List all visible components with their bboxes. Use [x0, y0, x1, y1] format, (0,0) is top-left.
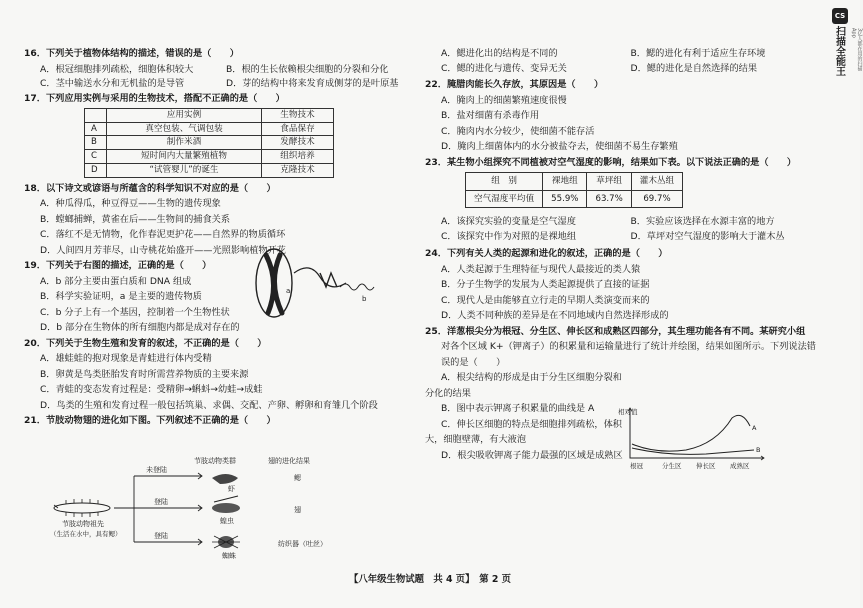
option-a: A．鳃进化出的结构是不同的: [441, 48, 558, 59]
locust-icon: [212, 496, 240, 513]
question-stem-cont: 对各个区域 K+（钾离子）的积累量和运输量进行了统计并绘图，结果如图所示。下列说法错: [441, 341, 816, 353]
table-cell: 制作米酒: [107, 136, 262, 150]
animal-label: 蜘蛛: [222, 552, 236, 560]
svg-text:b: b: [362, 295, 367, 303]
question-stem: 23．某生物小组探究不同植被对空气湿度的影响，结果如下表。以下说法正确的是（ ）: [425, 156, 797, 168]
result-label: 翅: [294, 506, 301, 514]
table-cell: 真空包装、气调包装: [107, 122, 262, 136]
option-d: D．腌肉上细菌体内的水分被盐夺去，使细菌不易生存繁殖: [441, 141, 678, 152]
option-d: D．b 部分在生物体的所有细胞内都是成对存在的: [40, 322, 240, 334]
option-a: A．该探究实验的变量是空气湿度: [441, 216, 576, 228]
page-footer: 【八年级生物试题 共 4 页】 第 2 页: [348, 574, 512, 585]
option-c: C．该探究中作为对照的是裸地组: [441, 230, 577, 242]
table-row: [85, 163, 334, 177]
question-stem: 25．洋葱根尖分为根冠、分生区、伸长区和成熟区四部分，其生理功能各有不同。某研究小组: [425, 325, 806, 337]
question-20: [24, 338, 412, 412]
right-column: [425, 48, 820, 465]
option-d: D．根尖吸收钾离子能力最强的区域是成熟区: [441, 449, 623, 461]
curve-a-label: A: [752, 424, 757, 432]
chromosome-figure: [250, 243, 382, 323]
shrimp-icon: [212, 474, 238, 484]
scanner-logo: CS: [832, 8, 848, 24]
ancestor-icon: [54, 499, 110, 517]
question-21: [24, 415, 412, 427]
column-header: 节肢动物类群: [194, 457, 236, 465]
table-cell: 69.7%: [631, 190, 682, 208]
question-stem: 22．腌腊肉能长久存放，其原因是（ ）: [425, 79, 604, 90]
x-tick-label: 成熟区: [730, 462, 750, 470]
question-stem-cont: 误的是（ ）: [441, 356, 506, 368]
option-a: A．人类起源于生理特征与现代人最接近的类人猿: [441, 263, 641, 275]
table-cell: 空气湿度平均值: [466, 190, 543, 208]
option-a: A．根冠细胞排列疏松，细胞体积较大: [40, 63, 194, 75]
option-b: B．鳃的进化有利于适应生存环境: [630, 48, 766, 59]
option-a: A．腌肉上的细菌繁殖速度很慢: [441, 94, 567, 106]
table-cell: D: [85, 163, 107, 177]
option-c: C．鳃的进化与遗传、变异无关: [441, 62, 567, 74]
table-header-cell: 灌木丛组: [631, 173, 682, 191]
table-header-cell: [85, 109, 107, 123]
table-header-cell: 生物技术: [262, 109, 334, 123]
table-cell: B: [85, 136, 107, 150]
scanner-watermark: [828, 8, 863, 78]
option-d: D．芽的结构中将来发育成侧芽的是叶原基: [226, 78, 399, 89]
option-a: A．b 部分主要由蛋白质和 DNA 组成: [40, 275, 192, 287]
animal-label: 虾: [228, 485, 235, 493]
spider-icon: [212, 536, 240, 548]
left-column: [24, 48, 412, 431]
ancestor-note: （生活在水中，具有鳃）: [50, 530, 122, 538]
question-23: [425, 157, 820, 243]
option-a: A．雄蛙蛙的抱对现象是青蛙进行体内受精: [40, 353, 212, 365]
option-c: C．腌肉内水分较少，使细菌不能存活: [441, 125, 595, 137]
arthropod-evolution-diagram: [42, 456, 372, 560]
option-b: B．盐对细菌有杀毒作用: [441, 110, 540, 121]
x-tick-label: 根冠: [630, 462, 643, 470]
table-header-cell: 组 别: [466, 173, 543, 191]
option-b: B．实验应该选择在水源丰富的地方: [630, 216, 775, 228]
table-cell: A: [85, 122, 107, 136]
scanner-tagline: 3亿人都在用的扫描App: [850, 28, 863, 72]
potassium-graph: [616, 404, 766, 476]
technology-table: [84, 108, 334, 178]
option-b: B．根的生长依赖根尖细胞的分裂和分化: [226, 63, 389, 75]
table-header-cell: 草坪组: [587, 173, 631, 191]
x-tick-label: 分生区: [662, 462, 682, 470]
table-cell: 组织培养: [262, 150, 334, 164]
option-b: B．螳螂捕蝉，黄雀在后——生物间的捕食关系: [40, 213, 231, 225]
column-header: 翅的进化结果: [268, 457, 310, 465]
humidity-table: [465, 172, 683, 208]
curve-b-label: B: [756, 446, 761, 454]
option-b: B．科学实验证明，a 是主要的遗传物质: [40, 291, 202, 303]
question-stem: 24．下列有关人类的起源和进化的叙述，正确的是（ ）: [425, 248, 668, 260]
branch-label: 登陆: [154, 498, 168, 506]
table-header-cell: 应用实例: [107, 109, 262, 123]
question-stem: 18．以下诗文或谚语与所蕴含的科学知识不对应的是（ ）: [24, 182, 276, 194]
option-b: B．图中表示钾离子积累量的曲线是 A: [441, 403, 595, 415]
curve-a: [632, 415, 750, 451]
option-a: A．种瓜得瓜，种豆得豆——生物的遗传现象: [40, 198, 221, 210]
option-d: D．鳃的进化是自然选择的结果: [630, 62, 758, 74]
y-axis-label: 相对值: [618, 408, 638, 416]
option-c: C．伸长区细胞的特点是细胞排列疏松，体积: [441, 418, 622, 430]
option-d: D．人间四月芳菲尽，山寺桃花始盛开——光照影响植物开花: [40, 244, 286, 256]
option-c: C．b 分子上有一个基因，控制着一个生物性状: [40, 306, 230, 318]
question-21-options: [425, 48, 820, 74]
svg-text:a: a: [286, 287, 291, 295]
option-c: C．青蛙的变态发育过程是：受精卵→蝌蚪→幼蛙→成蛙: [40, 384, 263, 396]
table-row: [85, 150, 334, 164]
question-stem: 21．节肢动物翅的进化如下图。下列叙述不正确的是（ ）: [24, 415, 276, 427]
question-stem: 17．下列应用实例与采用的生物技术，搭配不正确的是（ ）: [24, 92, 285, 104]
branch-label: 未登陆: [146, 466, 167, 474]
ancestor-label: 节肢动物祖先: [62, 520, 104, 528]
option-b: B．卵黄是鸟类胚胎发育时所需营养物质的主要来源: [40, 368, 249, 380]
option-c: C．茎中输送水分和无机盐的是导管: [40, 78, 185, 89]
table-row: [466, 190, 683, 208]
table-cell: “试管婴儿”的诞生: [107, 163, 262, 177]
option-c: C．落红不是无情物，化作春泥更护花——自然界的物质循环: [40, 229, 286, 241]
result-label: 纺织器（吐丝）: [278, 540, 327, 548]
scanner-brand-name: 扫描全能王: [833, 26, 845, 76]
animal-label: 蝗虫: [220, 517, 234, 525]
table-cell: 短时间内大量繁殖植物: [107, 150, 262, 164]
question-24: [425, 248, 820, 322]
option-c-cont: 大，细胞壁薄，有大液泡: [425, 434, 527, 446]
table-cell: 克隆技术: [262, 163, 334, 177]
option-d: D．草坪对空气湿度的影响大于灌木丛: [630, 230, 785, 242]
option-a-cont: 分化的结果: [425, 387, 471, 399]
question-17: [24, 93, 412, 178]
option-b: B．分子生物学的发展为人类起源提供了直接的证据: [441, 279, 650, 291]
table-cell: 63.7%: [587, 190, 631, 208]
question-stem: 20．下列关于生物生殖和发育的叙述，不正确的是（ ）: [24, 337, 267, 349]
question-22: [425, 79, 820, 153]
option-d: D．人类不同种族的差异是在不同地域内自然选择形成的: [441, 310, 669, 322]
table-row: [85, 136, 334, 150]
result-label: 鳃: [294, 474, 301, 482]
table-cell: C: [85, 150, 107, 164]
table-cell: 发酵技术: [262, 136, 334, 150]
table-row: [466, 173, 683, 191]
branch-label: 登陆: [154, 532, 168, 540]
table-header-cell: 裸地组: [543, 173, 587, 191]
table-cell: 55.9%: [543, 190, 587, 208]
option-c: C．现代人是由能够直立行走的早期人类演变而来的: [441, 294, 650, 306]
table-row: [85, 122, 334, 136]
question-stem: 16．下列关于植物体结构的描述，错误的是（ ）: [24, 48, 239, 59]
question-16: [24, 48, 412, 90]
option-d: D．鸟类的生殖和发育过程一般包括筑巢、求偶、交配、产卵、孵卵和育雏几个阶段: [40, 399, 378, 411]
x-tick-label: 伸长区: [696, 462, 716, 470]
question-stem: 19．下列关于右图的描述，正确的是（ ）: [24, 260, 212, 272]
option-a: A．根尖结构的形成是由于分生区细胞分裂和: [441, 372, 622, 384]
table-cell: 食品保存: [262, 122, 334, 136]
